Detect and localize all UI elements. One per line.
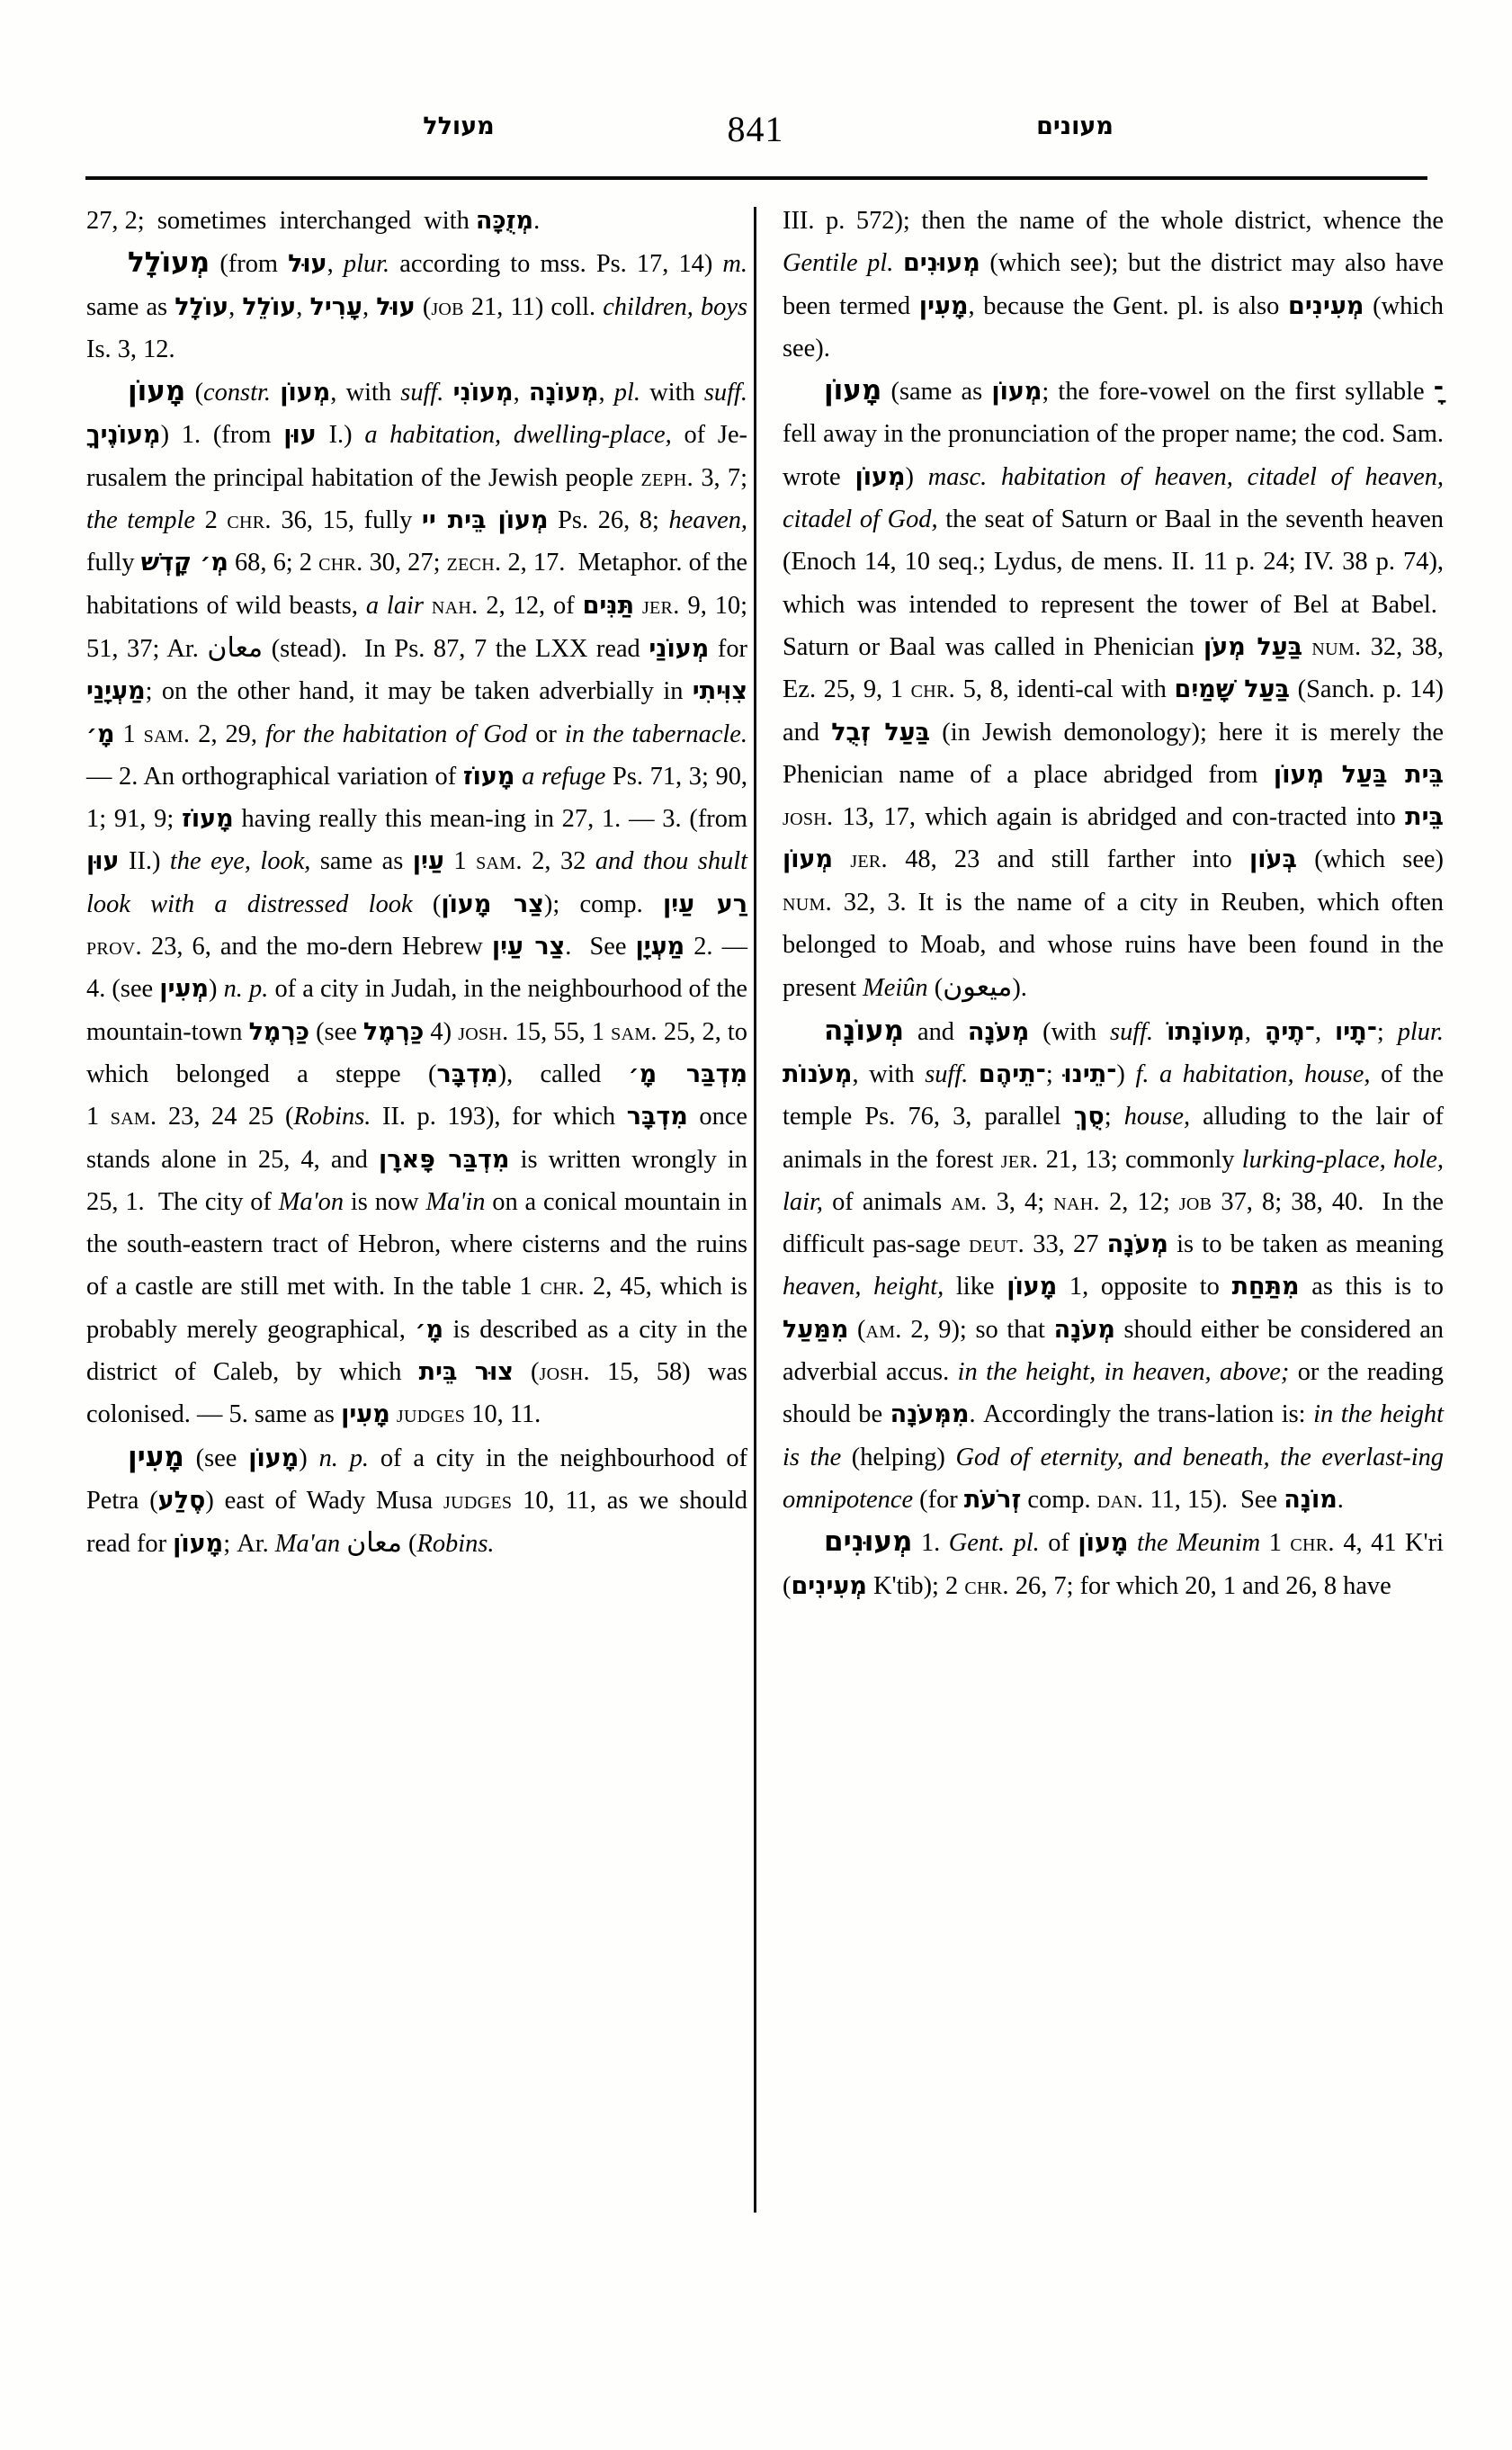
page-number: 841 bbox=[727, 109, 784, 149]
entry-meon-right: מָעוֹן (same as מְעוֹן; the fore-vowel on the first syllable ־ָ fell away in the pronunciation of the proper name; the cod. Sam. wrote מְעוֹן) masc. habitation of heaven, citadel of heaven, citadel of God, the seat of Saturn or Baal in the seventh heaven (Enoch 14, 10 seq.; Lydus, de mens. II. 11 p. 24; IV. 38 p. 74), which was intended to represent the tower of Bel at Babel. Saturn or Baal was called in Phenician בַּעַל מְעֹן num. 32, 38, Ez. 25, 9, 1 chr. 5, 8, identi-cal with בַּעַל שָׁמַיִם (Sanch. p. 14) and בַּעַל זְבֻל (in Jewish demonology); here it is merely the Phenician name of a place abridged from בֵּית בַּעַל מְעוֹן josh. 13, 17, which again is abridged and con-tracted into בֵּית מְעוֹן jer. 48, 23 and still farther into בְּעֹון (which see) num. 32, 3. It is the name of a city in Reuben, which often belonged to Moab, and whose ruins have been found in the present Meiûn (ميعون). bbox=[783, 374, 1445, 1004]
running-head bbox=[85, 97, 1426, 174]
entry-meonah: מְעוֹנָה and מְעֹנָה (with suff. מְעוֹנָתוֹ, ־תֶיהָ, ־תָיו; plur. מְעֹנוֹת, with suff. ־תֵיהֶם; ־תֵינוּ) f. a habitation, house, of the temple Ps. 76, 3, parallel סֻךְ; house, alluding to the lair of animals in the forest jer. 21, 13; commonly lurking-place, hole, lair, of animals am. 3, 4; nah. 2, 12; job 37, 8; 38, 40. In the difficult pas-sage deut. 33, 27 מְעֹנָה is to be taken as meaning heaven, height, like מָעוֹן 1, opposite to מִתַּחַת as this is to מִמַּעַל (am. 2, 9); so that מְעֹנָה should either be considered an adverbial accus. in the height, in heaven, above; or the reading should be מִמְּעֹנָה. Accordingly the trans-lation is: in the height is the (helping) God of eternity, and beneath, the everlast-ing omnipotence (for זְרֹעֹת comp. dan. 11, 15). See מוֹנָה. bbox=[783, 1014, 1444, 1514]
entry-main: מָעִין (see מָעוֹן) n. p. of a city in the neighbourhood of Petra (סֶלַע) east of Wady Musa judges 10, 11, as we should read for מָעוֹן; Ar. Ma'an معان (Robins. bbox=[86, 1440, 748, 1560]
paragraph-continuation: 27, 2; sometimes interchanged with מְזֻכָּה. bbox=[86, 207, 541, 235]
entry-meolal: מְעוֹלָל (from עוּל, plur. according to mss. Ps. 17, 14) m. same as עוֹלָל, עוֹלֵל, עָרִיל, עוּל (job 21, 11) coll. children, boys Is. 3, 12. bbox=[86, 246, 748, 363]
header-rule bbox=[85, 176, 1427, 180]
left-text-column bbox=[86, 200, 747, 1566]
running-head-right-catchword: מעונים bbox=[1036, 112, 1114, 140]
column-divider bbox=[754, 207, 756, 2213]
entry-meunim: מְעוּנִים 1. Gent. pl. of מָעוֹן the Meunim 1 chr. 4, 41 K'ri (מְעִינִים K'tib); 2 chr. 26, 7; for which 20, 1 and 26, 8 have bbox=[783, 1525, 1444, 1600]
entry-maon: מָעוֹן (constr. מְעוֹן, with suff. מְעוֹנִי, מְעוֹנָה, pl. with suff. מְעוֹנֶיךָ) 1. (from עוּן I.) a habitation, dwelling-place, of Je-rusalem the principal habitation of the Jewish people zeph. 3, 7; the temple 2 chr. 36, 15, fully מְעוֹן בֵּית יי Ps. 26, 8; heaven, fully מְ׳ קָדְשׁ 68, 6; 2 chr. 30, 27; zech. 2, 17. Metaphor. of the habitations of wild beasts, a lair nah. 2, 12, of תַּנִּים jer. 9, 10; 51, 37; Ar. معان (stead). In Ps. 87, 7 the LXX read מְעוֹנַי for מַעְיָנַי; on the other hand, it may be taken adverbially in צִוִּיתִי מָ׳ 1 sam. 2, 29, for the habitation of God or in the tabernacle. — 2. An orthographical variation of מָעוֹז a refuge Ps. 71, 3; 90, 1; 91, 9; מָעוֹז having really this mean-ing in 27, 1. — 3. (from עוּן II.) the eye, look, same as עַיִן 1 sam. 2, 32 and thou shult look with a distressed look (צַר מָעוֹן); comp. רַע עַיִן prov. 23, 6, and the mo-dern Hebrew צַר עַיִן. See מַעְיָן 2. — 4. (see מְעִין) n. p. of a city in Judah, in the neighbourhood of the mountain-town כַּרְמֶל (see כַּרְמֶל 4) josh. 15, 55, 1 sam. 25, 2, to which belonged a steppe (מִדְבָּר), called מִדְבַּר מָ׳ 1 sam. 23, 24 25 (Robins. II. p. 193), for which מִדְבָּר once stands alone in 25, 4, and מִדְבַּר פָּארָן is written wrongly in 25, 1. The city of Ma'on is now Ma'in on a conical mountain in the south-eastern tract of Hebron, where cisterns and the ruins of a castle are still met with. In the table 1 chr. 2, 45, which is probably merely geographical, מָ׳ is described as a city in the district of Caleb, by which בֵּית צוּר (josh. 15, 58) was colonised. — 5. same as מָעִין judges 10, 11. bbox=[86, 375, 748, 1429]
paragraph-continuation-right: III. p. 572); then the name of the whole district, whence the Gentile pl. מְעוּנִים (which see); but the district may also have been termed מָעִין, because the Gent. pl. is also מְעִינִים (which see). bbox=[783, 207, 1445, 362]
right-text-column bbox=[783, 200, 1444, 1607]
running-head-left-catchword: מעולל bbox=[423, 112, 495, 140]
